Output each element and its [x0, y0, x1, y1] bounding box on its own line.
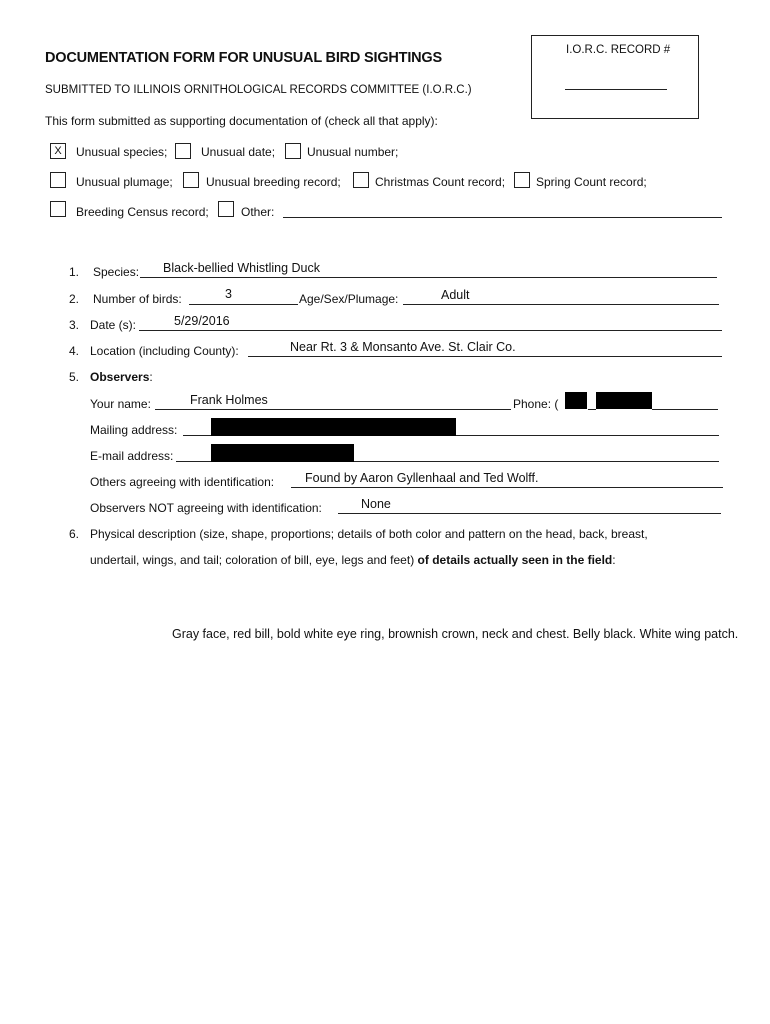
item-number-5: 5.	[69, 370, 80, 384]
number-value: 3	[225, 287, 232, 301]
checkbox-unusual-date[interactable]	[175, 143, 191, 159]
phone-line[interactable]	[652, 409, 718, 410]
species-value: Black-bellied Whistling Duck	[163, 261, 321, 275]
mailing-address-line[interactable]	[456, 435, 719, 436]
others-agreeing-value: Found by Aaron Gyllenhaal and Ted Wolff.	[305, 471, 539, 485]
location-line[interactable]	[248, 356, 722, 357]
record-number-line[interactable]	[565, 89, 667, 90]
checkbox-unusual-number[interactable]	[285, 143, 301, 159]
description-prompt-emphasis: of details actually seen in the field	[417, 553, 613, 567]
others-agreeing-line[interactable]	[291, 487, 723, 488]
item-number-2: 2.	[69, 292, 80, 306]
age-sex-plumage-value: Adult	[441, 288, 470, 302]
checkbox-christmas-count[interactable]	[353, 172, 369, 188]
form-title: DOCUMENTATION FORM FOR UNUSUAL BIRD SIGHTINGS	[45, 50, 442, 66]
location-value: Near Rt. 3 & Monsanto Ave. St. Clair Co.	[290, 340, 516, 354]
checkbox-label-other: Other:	[241, 205, 275, 219]
your-name-line[interactable]	[155, 409, 511, 410]
email-line[interactable]	[354, 461, 719, 462]
redacted-email	[211, 444, 354, 462]
other-field-line[interactable]	[283, 217, 722, 218]
item-number-4: 4.	[69, 344, 80, 358]
checkbox-label-unusual-date: Unusual date;	[201, 145, 276, 159]
description-prompt-line2: undertail, wings, and tail; coloration of bill, eye, legs and feet) of details actually seen in the field:	[90, 553, 616, 567]
item-number-3: 3.	[69, 318, 80, 332]
checkbox-label-breeding-census: Breeding Census record;	[76, 205, 209, 219]
mailing-address-label: Mailing address:	[90, 423, 178, 437]
redacted-phone-area-code	[565, 392, 587, 409]
description-prompt-line1: Physical description (size, shape, proportions; details of both color and pattern on the head, back, breast,	[90, 527, 648, 541]
observers-not-agreeing-line[interactable]	[338, 513, 721, 514]
date-value: 5/29/2016	[174, 314, 230, 328]
age-sex-plumage-label: Age/Sex/Plumage:	[299, 292, 399, 306]
checkbox-spring-count[interactable]	[514, 172, 530, 188]
record-number-box	[531, 35, 699, 119]
observers-not-agreeing-value: None	[361, 497, 391, 511]
redacted-mailing-address	[211, 418, 456, 436]
age-sex-plumage-line[interactable]	[403, 304, 719, 305]
checkbox-unusual-species[interactable]: X	[50, 143, 66, 159]
observers-not-agreeing-label: Observers NOT agreeing with identification:	[90, 501, 322, 515]
phone-label: Phone: (	[513, 397, 559, 411]
intro-text: This form submitted as supporting documentation of (check all that apply):	[45, 114, 438, 128]
item-number-6: 6.	[69, 527, 80, 541]
date-label: Date (s):	[90, 318, 137, 332]
checkbox-label-unusual-breeding: Unusual breeding record;	[206, 175, 341, 189]
mailing-address-line-left[interactable]	[183, 435, 211, 436]
your-name-value: Frank Holmes	[190, 393, 268, 407]
number-line[interactable]	[189, 304, 298, 305]
date-line[interactable]	[139, 330, 722, 331]
checkbox-label-unusual-species: Unusual species;	[76, 145, 168, 159]
species-line[interactable]	[140, 277, 717, 278]
checkbox-breeding-census[interactable]	[50, 201, 66, 217]
checkbox-other[interactable]	[218, 201, 234, 217]
description-prompt-text: undertail, wings, and tail; coloration of bill, eye, legs and feet)	[90, 553, 415, 567]
checkbox-unusual-plumage[interactable]	[50, 172, 66, 188]
checkbox-label-spring-count: Spring Count record;	[536, 175, 647, 189]
observers-heading: Observers	[90, 370, 150, 384]
number-label: Number of birds:	[93, 292, 182, 306]
email-label: E-mail address:	[90, 449, 174, 463]
others-agreeing-label: Others agreeing with identification:	[90, 475, 275, 489]
record-number-label: I.O.R.C. RECORD #	[566, 44, 671, 56]
species-label: Species:	[93, 265, 140, 279]
email-line-left[interactable]	[176, 461, 211, 462]
form-subtitle: SUBMITTED TO ILLINOIS ORNITHOLOGICAL RECORDS COMMITTEE (I.O.R.C.)	[45, 84, 472, 96]
redacted-phone-number	[596, 392, 652, 409]
checkbox-unusual-breeding[interactable]	[183, 172, 199, 188]
your-name-label: Your name:	[90, 397, 151, 411]
item-number-1: 1.	[69, 265, 80, 279]
description-answer[interactable]: Gray face, red bill, bold white eye ring, brownish crown, neck and chest. Belly black. White wing patch.	[172, 627, 739, 641]
checkbox-label-unusual-plumage: Unusual plumage;	[76, 175, 173, 189]
observers-label: Observers:	[90, 370, 153, 384]
location-label: Location (including County):	[90, 344, 239, 358]
checkbox-label-christmas-count: Christmas Count record;	[375, 175, 506, 189]
checkbox-label-unusual-number: Unusual number;	[307, 145, 399, 159]
phone-line-gap[interactable]	[588, 409, 596, 410]
